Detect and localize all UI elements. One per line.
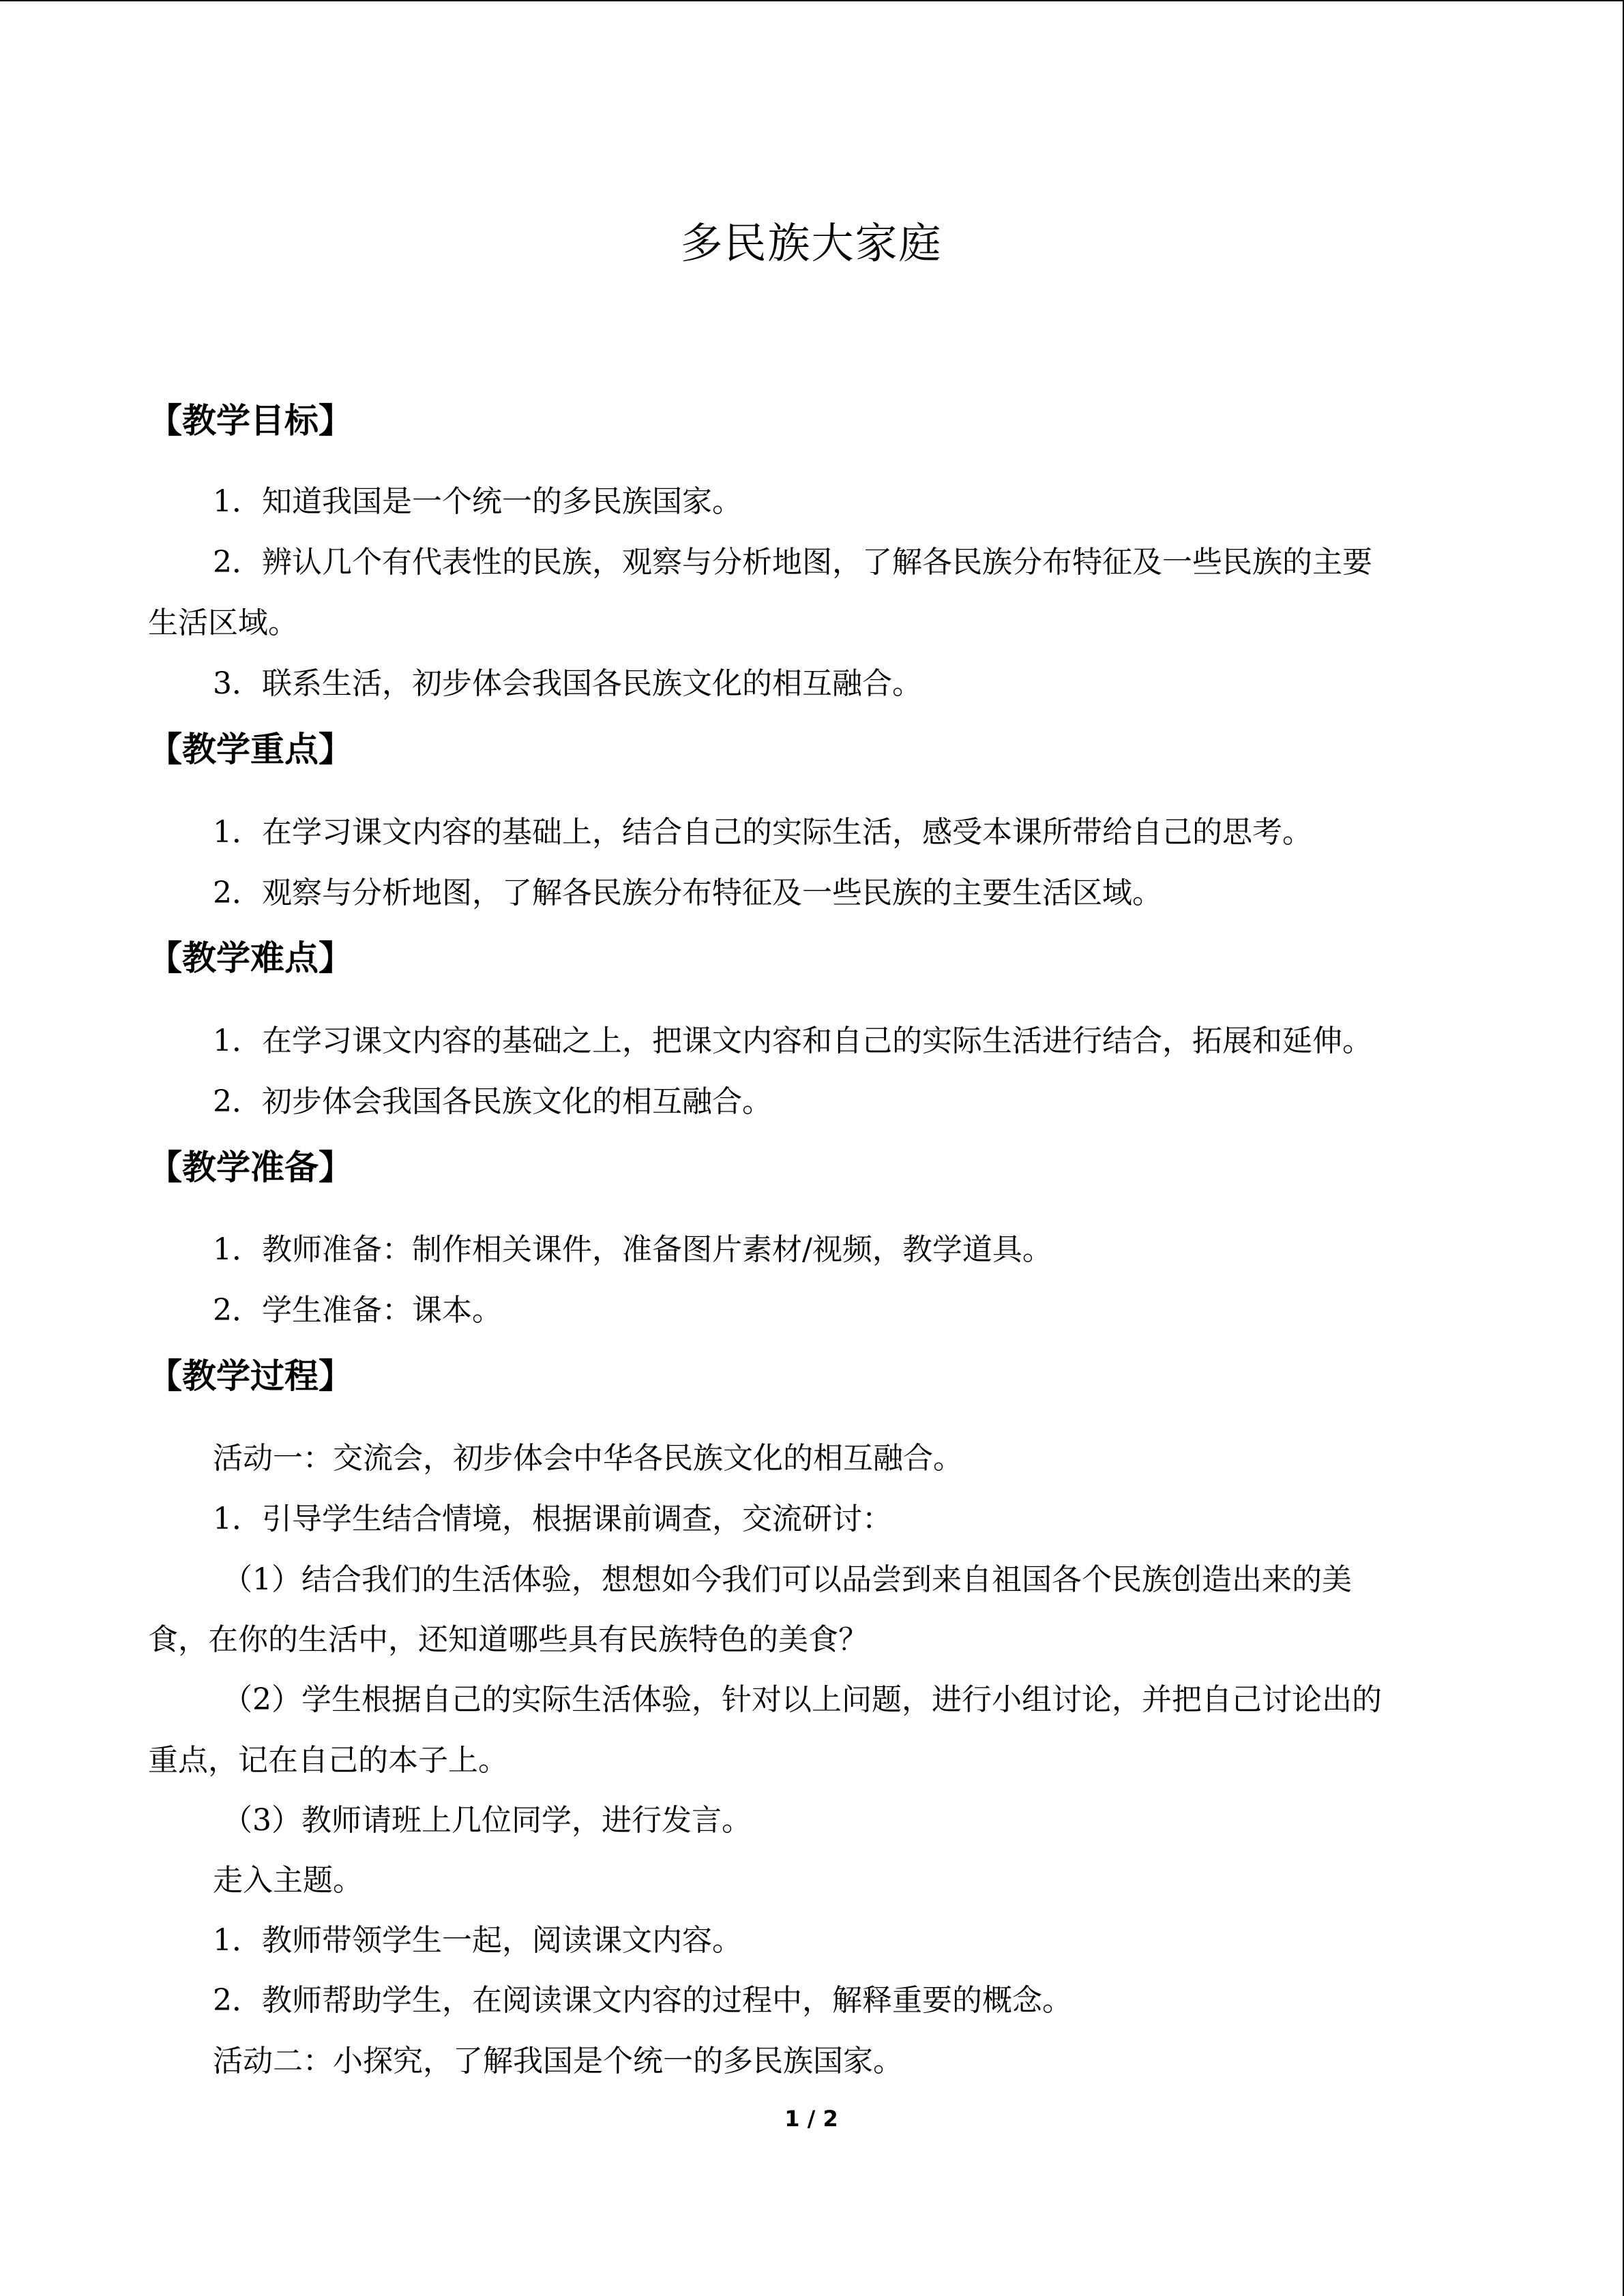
goal-item-2-cont: 生活区域。 bbox=[148, 606, 298, 640]
page-number: 1 / 2 bbox=[784, 2106, 838, 2132]
heading-preparation: 【教学准备】 bbox=[148, 1148, 353, 1187]
heading-difficulties: 【教学难点】 bbox=[148, 938, 353, 978]
difficulty-1: 1．在学习课文内容的基础之上，把课文内容和自己的实际生活进行结合，拓展和延伸。 bbox=[213, 1024, 1372, 1058]
page-title: 多民族大家庭 bbox=[680, 218, 943, 268]
heading-key-points: 【教学重点】 bbox=[148, 730, 353, 769]
process-line-7: 1．教师带领学生一起，阅读课文内容。 bbox=[213, 1923, 742, 1958]
heading-process: 【教学过程】 bbox=[148, 1356, 353, 1396]
process-line-9: 活动二：小探究，了解我国是个统一的多民族国家。 bbox=[213, 2044, 903, 2078]
process-line-2: 1．引导学生结合情境，根据课前调查，交流研讨： bbox=[213, 1502, 892, 1536]
process-line-4: （2）学生根据自己的实际生活体验，针对以上问题，进行小组讨论，并把自己讨论出的 bbox=[222, 1682, 1382, 1717]
process-line-3-cont: 食，在你的生活中，还知道哪些具有民族特色的美食？ bbox=[148, 1622, 868, 1657]
process-line-6: 走入主题。 bbox=[213, 1863, 363, 1898]
key-point-1: 1．在学习课文内容的基础上，结合自己的实际生活，感受本课所带给自己的思考。 bbox=[213, 815, 1312, 850]
process-line-1: 活动一：交流会，初步体会中华各民族文化的相互融合。 bbox=[213, 1441, 963, 1476]
process-line-5: （3）教师请班上几位同学，进行发言。 bbox=[222, 1803, 752, 1838]
key-point-2: 2．观察与分析地图，了解各民族分布特征及一些民族的主要生活区域。 bbox=[213, 876, 1162, 910]
process-line-8: 2．教师帮助学生，在阅读课文内容的过程中，解释重要的概念。 bbox=[213, 1983, 1072, 2018]
preparation-1: 1．教师准备：制作相关课件，准备图片素材/视频，教学道具。 bbox=[213, 1232, 1052, 1267]
preparation-2: 2．学生准备：课本。 bbox=[213, 1293, 502, 1328]
process-line-3: （1）结合我们的生活体验，想想如今我们可以品尝到来自祖国各个民族创造出来的美 bbox=[222, 1562, 1352, 1597]
difficulty-2: 2．初步体会我国各民族文化的相互融合。 bbox=[213, 1084, 772, 1119]
goal-item-3: 3．联系生活，初步体会我国各民族文化的相互融合。 bbox=[213, 666, 922, 701]
goal-item-1: 1．知道我国是一个统一的多民族国家。 bbox=[213, 484, 742, 519]
goal-item-2: 2．辨认几个有代表性的民族，观察与分析地图，了解各民族分布特征及一些民族的主要 bbox=[213, 545, 1372, 580]
process-line-4-cont: 重点，记在自己的本子上。 bbox=[148, 1743, 508, 1778]
heading-teaching-goals: 【教学目标】 bbox=[148, 401, 353, 441]
